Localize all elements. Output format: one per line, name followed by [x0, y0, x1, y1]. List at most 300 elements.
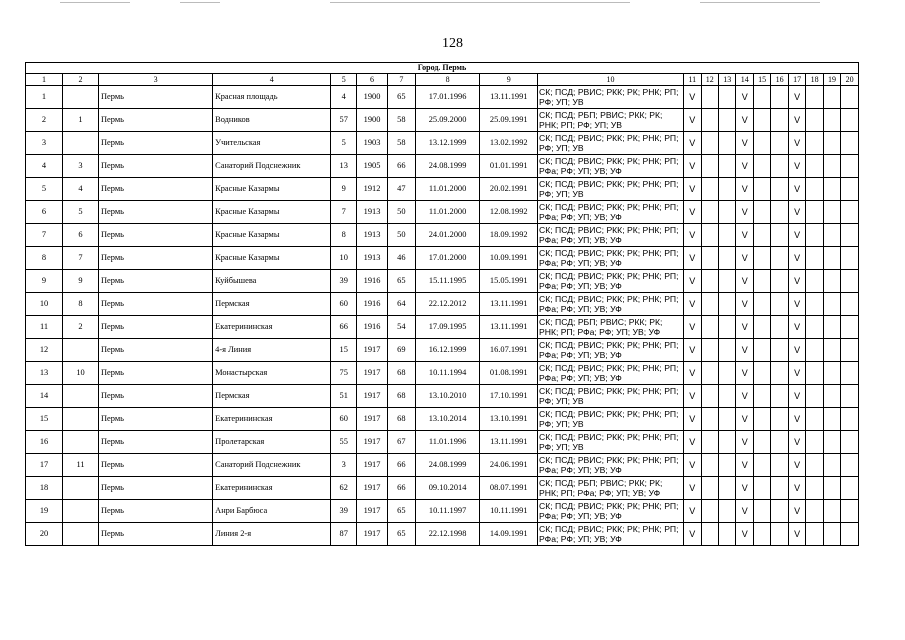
mark-cell-col-16 [771, 178, 788, 201]
mark-cell-col-17: V [788, 247, 805, 270]
mark-cell-col-11: V [684, 224, 701, 247]
mark-cell-col-11: V [684, 477, 701, 500]
date-cell: 14.09.1991 [480, 523, 538, 546]
mark-cell-col-20 [841, 86, 859, 109]
wear-cell: 66 [387, 477, 415, 500]
mark-cell-col-12 [701, 523, 718, 546]
mark-cell-col-16 [771, 155, 788, 178]
city-cell: Пермь [99, 109, 213, 132]
mark-cell-col-11: V [684, 431, 701, 454]
mark-cell-col-16 [771, 477, 788, 500]
city-cell: Пермь [99, 178, 213, 201]
wear-cell: 66 [387, 454, 415, 477]
date-cell: 17.09.1995 [415, 316, 480, 339]
column-number: 15 [753, 74, 770, 86]
top-rule-1 [60, 2, 130, 3]
mark-cell-col-18 [806, 109, 823, 132]
street-cell: Екатерининская [213, 477, 331, 500]
table-row [26, 201, 859, 224]
mark-cell-col-17: V [788, 132, 805, 155]
date-cell: 17.01.2000 [415, 247, 480, 270]
column-number: 3 [99, 74, 213, 86]
wear-cell: 58 [387, 132, 415, 155]
column-number: 12 [701, 74, 718, 86]
mark-cell-col-16 [771, 523, 788, 546]
sub-number: 6 [63, 224, 99, 247]
mark-cell-col-11: V [684, 523, 701, 546]
mark-cell-col-13 [719, 454, 736, 477]
mark-cell-col-13 [719, 201, 736, 224]
date-cell: 25.09.2000 [415, 109, 480, 132]
codes-cell: СК; ПСД; РВИС; РКК; РК; РНК; РП; РФа; РФ; УП; УВ; УФ [538, 293, 684, 316]
mark-cell-col-18 [806, 385, 823, 408]
date-cell: 22.12.1998 [415, 523, 480, 546]
mark-cell-col-20 [841, 362, 859, 385]
top-rule-4 [700, 2, 820, 3]
mark-cell-col-15 [753, 224, 770, 247]
mark-cell-col-20 [841, 408, 859, 431]
mark-cell-col-19 [823, 109, 840, 132]
codes-cell: СК; ПСД; РБП; РВИС; РКК; РК; РНК; РП; РФ; УП; УВ [538, 109, 684, 132]
mark-cell-col-17: V [788, 523, 805, 546]
year-cell: 1917 [357, 454, 388, 477]
row-number: 11 [26, 316, 63, 339]
date-cell: 01.01.1991 [480, 155, 538, 178]
city-cell: Пермь [99, 431, 213, 454]
mark-cell-col-20 [841, 155, 859, 178]
street-cell: Красная площадь [213, 86, 331, 109]
city-cell: Пермь [99, 201, 213, 224]
mark-cell-col-15 [753, 201, 770, 224]
house-cell: 39 [331, 500, 357, 523]
date-cell: 09.10.2014 [415, 477, 480, 500]
mark-cell-col-15 [753, 293, 770, 316]
year-cell: 1916 [357, 270, 388, 293]
sub-number: 8 [63, 293, 99, 316]
mark-cell-col-15 [753, 86, 770, 109]
mark-cell-col-17: V [788, 339, 805, 362]
date-cell: 11.01.1996 [415, 431, 480, 454]
street-cell: Линия 2-я [213, 523, 331, 546]
sub-number [63, 132, 99, 155]
mark-cell-col-20 [841, 132, 859, 155]
house-cell: 87 [331, 523, 357, 546]
mark-cell-col-12 [701, 408, 718, 431]
mark-cell-col-13 [719, 339, 736, 362]
year-cell: 1913 [357, 247, 388, 270]
mark-cell-col-12 [701, 224, 718, 247]
mark-cell-col-15 [753, 431, 770, 454]
city-cell: Пермь [99, 224, 213, 247]
mark-cell-col-13 [719, 247, 736, 270]
year-cell: 1917 [357, 431, 388, 454]
mark-cell-col-18 [806, 86, 823, 109]
year-cell: 1917 [357, 339, 388, 362]
year-cell: 1917 [357, 362, 388, 385]
table-row [26, 339, 859, 362]
mark-cell-col-17: V [788, 362, 805, 385]
mark-cell-col-11: V [684, 454, 701, 477]
row-number: 18 [26, 477, 63, 500]
mark-cell-col-14: V [736, 339, 753, 362]
column-number: 16 [771, 74, 788, 86]
house-cell: 66 [331, 316, 357, 339]
mark-cell-col-15 [753, 247, 770, 270]
city-cell: Пермь [99, 155, 213, 178]
mark-cell-col-13 [719, 431, 736, 454]
sub-number [63, 86, 99, 109]
street-cell: Монастырская [213, 362, 331, 385]
mark-cell-col-15 [753, 155, 770, 178]
table-row [26, 316, 859, 339]
house-cell: 55 [331, 431, 357, 454]
sub-number [63, 385, 99, 408]
year-cell: 1913 [357, 201, 388, 224]
city-cell: Пермь [99, 316, 213, 339]
codes-cell: СК; ПСД; РВИС; РКК; РК; РНК; РП; РФ; УП; УВ [538, 385, 684, 408]
date-cell: 13.10.1991 [480, 408, 538, 431]
row-number: 7 [26, 224, 63, 247]
wear-cell: 65 [387, 500, 415, 523]
row-number: 6 [26, 201, 63, 224]
mark-cell-col-18 [806, 316, 823, 339]
mark-cell-col-19 [823, 408, 840, 431]
mark-cell-col-20 [841, 178, 859, 201]
mark-cell-col-19 [823, 293, 840, 316]
mark-cell-col-11: V [684, 178, 701, 201]
codes-cell: СК; ПСД; РВИС; РКК; РК; РНК; РП; РФа; РФ; УП; УВ; УФ [538, 247, 684, 270]
column-number: 5 [331, 74, 357, 86]
mark-cell-col-11: V [684, 109, 701, 132]
table-body [26, 63, 859, 546]
table-row [26, 86, 859, 109]
year-cell: 1917 [357, 477, 388, 500]
wear-cell: 65 [387, 86, 415, 109]
mark-cell-col-14: V [736, 132, 753, 155]
table-row [26, 500, 859, 523]
city-cell: Пермь [99, 523, 213, 546]
mark-cell-col-18 [806, 408, 823, 431]
mark-cell-col-18 [806, 362, 823, 385]
mark-cell-col-14: V [736, 155, 753, 178]
row-number: 4 [26, 155, 63, 178]
mark-cell-col-13 [719, 109, 736, 132]
mark-cell-col-18 [806, 339, 823, 362]
codes-cell: СК; ПСД; РВИС; РКК; РК; РНК; РП; РФ; УП; УВ [538, 86, 684, 109]
house-cell: 62 [331, 477, 357, 500]
column-number: 1 [26, 74, 63, 86]
mark-cell-col-13 [719, 293, 736, 316]
street-cell: Красные Казармы [213, 201, 331, 224]
mark-cell-col-17: V [788, 408, 805, 431]
mark-cell-col-11: V [684, 362, 701, 385]
mark-cell-col-13 [719, 155, 736, 178]
table-row [26, 408, 859, 431]
mark-cell-col-11: V [684, 385, 701, 408]
mark-cell-col-16 [771, 201, 788, 224]
mark-cell-col-15 [753, 477, 770, 500]
mark-cell-col-14: V [736, 270, 753, 293]
date-cell: 10.11.1994 [415, 362, 480, 385]
date-cell: 13.10.2010 [415, 385, 480, 408]
date-cell: 01.08.1991 [480, 362, 538, 385]
date-cell: 13.12.1999 [415, 132, 480, 155]
city-cell: Пермь [99, 86, 213, 109]
mark-cell-col-18 [806, 431, 823, 454]
mark-cell-col-19 [823, 523, 840, 546]
row-number: 19 [26, 500, 63, 523]
mark-cell-col-11: V [684, 408, 701, 431]
mark-cell-col-19 [823, 155, 840, 178]
column-number: 9 [480, 74, 538, 86]
street-cell: Красные Казармы [213, 224, 331, 247]
mark-cell-col-18 [806, 454, 823, 477]
table-row [26, 293, 859, 316]
sub-number: 5 [63, 201, 99, 224]
mark-cell-col-18 [806, 224, 823, 247]
mark-cell-col-12 [701, 316, 718, 339]
city-cell: Пермь [99, 270, 213, 293]
house-cell: 60 [331, 408, 357, 431]
mark-cell-col-11: V [684, 339, 701, 362]
date-cell: 15.11.1995 [415, 270, 480, 293]
mark-cell-col-19 [823, 385, 840, 408]
mark-cell-col-17: V [788, 155, 805, 178]
street-cell: Анри Барбюса [213, 500, 331, 523]
mark-cell-col-11: V [684, 155, 701, 178]
table-row [26, 132, 859, 155]
row-number: 13 [26, 362, 63, 385]
street-cell: Красные Казармы [213, 178, 331, 201]
mark-cell-col-19 [823, 431, 840, 454]
wear-cell: 64 [387, 293, 415, 316]
sub-number: 2 [63, 316, 99, 339]
year-cell: 1900 [357, 86, 388, 109]
street-cell: Пролетарская [213, 431, 331, 454]
mark-cell-col-19 [823, 339, 840, 362]
mark-cell-col-18 [806, 155, 823, 178]
mark-cell-col-11: V [684, 293, 701, 316]
mark-cell-col-19 [823, 477, 840, 500]
mark-cell-col-18 [806, 270, 823, 293]
mark-cell-col-20 [841, 270, 859, 293]
city-cell: Пермь [99, 477, 213, 500]
mark-cell-col-14: V [736, 109, 753, 132]
mark-cell-col-17: V [788, 477, 805, 500]
mark-cell-col-19 [823, 178, 840, 201]
mark-cell-col-16 [771, 247, 788, 270]
mark-cell-col-17: V [788, 385, 805, 408]
mark-cell-col-13 [719, 316, 736, 339]
sub-number: 9 [63, 270, 99, 293]
date-cell: 12.08.1992 [480, 201, 538, 224]
city-cell: Пермь [99, 293, 213, 316]
column-number: 10 [538, 74, 684, 86]
street-cell: Водников [213, 109, 331, 132]
date-cell: 16.07.1991 [480, 339, 538, 362]
column-number: 13 [719, 74, 736, 86]
year-cell: 1917 [357, 500, 388, 523]
mark-cell-col-15 [753, 454, 770, 477]
mark-cell-col-19 [823, 316, 840, 339]
row-number: 17 [26, 454, 63, 477]
mark-cell-col-20 [841, 500, 859, 523]
city-cell: Пермь [99, 132, 213, 155]
date-cell: 08.07.1991 [480, 477, 538, 500]
house-cell: 15 [331, 339, 357, 362]
mark-cell-col-13 [719, 500, 736, 523]
mark-cell-col-14: V [736, 224, 753, 247]
house-cell: 9 [331, 178, 357, 201]
wear-cell: 47 [387, 178, 415, 201]
row-number: 8 [26, 247, 63, 270]
wear-cell: 66 [387, 155, 415, 178]
sub-number: 3 [63, 155, 99, 178]
mark-cell-col-18 [806, 500, 823, 523]
mark-cell-col-11: V [684, 86, 701, 109]
mark-cell-col-19 [823, 362, 840, 385]
mark-cell-col-12 [701, 270, 718, 293]
mark-cell-col-16 [771, 270, 788, 293]
mark-cell-col-13 [719, 477, 736, 500]
mark-cell-col-16 [771, 500, 788, 523]
house-cell: 60 [331, 293, 357, 316]
date-cell: 13.11.1991 [480, 293, 538, 316]
wear-cell: 69 [387, 339, 415, 362]
mark-cell-col-11: V [684, 270, 701, 293]
mark-cell-col-14: V [736, 477, 753, 500]
mark-cell-col-11: V [684, 316, 701, 339]
mark-cell-col-20 [841, 454, 859, 477]
date-cell: 10.11.1991 [480, 500, 538, 523]
top-rule-2 [180, 2, 220, 3]
table-row [26, 178, 859, 201]
city-cell: Пермь [99, 500, 213, 523]
date-cell: 13.11.1991 [480, 86, 538, 109]
street-cell: Куйбышева [213, 270, 331, 293]
house-cell: 4 [331, 86, 357, 109]
mark-cell-col-14: V [736, 431, 753, 454]
date-cell: 24.08.1999 [415, 454, 480, 477]
column-number: 14 [736, 74, 753, 86]
date-cell: 13.02.1992 [480, 132, 538, 155]
mark-cell-col-20 [841, 201, 859, 224]
table-row [26, 454, 859, 477]
mark-cell-col-13 [719, 178, 736, 201]
mark-cell-col-11: V [684, 201, 701, 224]
codes-cell: СК; ПСД; РВИС; РКК; РК; РНК; РП; РФ; УП; УВ [538, 132, 684, 155]
date-cell: 15.05.1991 [480, 270, 538, 293]
mark-cell-col-13 [719, 362, 736, 385]
row-number: 16 [26, 431, 63, 454]
mark-cell-col-11: V [684, 247, 701, 270]
sub-number [63, 523, 99, 546]
mark-cell-col-20 [841, 477, 859, 500]
house-cell: 57 [331, 109, 357, 132]
mark-cell-col-16 [771, 408, 788, 431]
mark-cell-col-18 [806, 178, 823, 201]
mark-cell-col-17: V [788, 201, 805, 224]
mark-cell-col-18 [806, 247, 823, 270]
mark-cell-col-15 [753, 339, 770, 362]
table-row [26, 431, 859, 454]
house-cell: 75 [331, 362, 357, 385]
mark-cell-col-15 [753, 316, 770, 339]
mark-cell-col-19 [823, 500, 840, 523]
row-number: 2 [26, 109, 63, 132]
codes-cell: СК; ПСД; РБП; РВИС; РКК; РК; РНК; РП; РФа; РФ; УП; УВ; УФ [538, 316, 684, 339]
year-cell: 1912 [357, 178, 388, 201]
mark-cell-col-18 [806, 477, 823, 500]
date-cell: 11.01.2000 [415, 201, 480, 224]
mark-cell-col-12 [701, 431, 718, 454]
mark-cell-col-14: V [736, 523, 753, 546]
mark-cell-col-15 [753, 523, 770, 546]
codes-cell: СК; ПСД; РВИС; РКК; РК; РНК; РП; РФа; РФ; УП; УВ; УФ [538, 362, 684, 385]
mark-cell-col-12 [701, 109, 718, 132]
mark-cell-col-15 [753, 500, 770, 523]
mark-cell-col-14: V [736, 247, 753, 270]
mark-cell-col-15 [753, 408, 770, 431]
sub-number [63, 431, 99, 454]
mark-cell-col-12 [701, 454, 718, 477]
house-cell: 5 [331, 132, 357, 155]
codes-cell: СК; ПСД; РВИС; РКК; РК; РНК; РП; РФа; РФ; УП; УВ; УФ [538, 523, 684, 546]
street-cell: Санаторий Подснежник [213, 454, 331, 477]
codes-cell: СК; ПСД; РВИС; РКК; РК; РНК; РП; РФа; РФ; УП; УВ; УФ [538, 339, 684, 362]
mark-cell-col-16 [771, 431, 788, 454]
mark-cell-col-20 [841, 316, 859, 339]
wear-cell: 50 [387, 201, 415, 224]
mark-cell-col-19 [823, 454, 840, 477]
city-cell: Пермь [99, 408, 213, 431]
year-cell: 1900 [357, 109, 388, 132]
mark-cell-col-17: V [788, 270, 805, 293]
mark-cell-col-16 [771, 454, 788, 477]
house-cell: 51 [331, 385, 357, 408]
wear-cell: 68 [387, 362, 415, 385]
mark-cell-col-12 [701, 385, 718, 408]
mark-cell-col-14: V [736, 408, 753, 431]
mark-cell-col-12 [701, 293, 718, 316]
mark-cell-col-20 [841, 109, 859, 132]
mark-cell-col-14: V [736, 454, 753, 477]
column-number: 17 [788, 74, 805, 86]
table-row [26, 523, 859, 546]
table-row [26, 270, 859, 293]
mark-cell-col-20 [841, 293, 859, 316]
row-number: 3 [26, 132, 63, 155]
sub-number [63, 477, 99, 500]
year-cell: 1916 [357, 316, 388, 339]
street-cell: 4-я Линия [213, 339, 331, 362]
mark-cell-col-12 [701, 178, 718, 201]
year-cell: 1917 [357, 385, 388, 408]
street-cell: Красные Казармы [213, 247, 331, 270]
mark-cell-col-12 [701, 86, 718, 109]
column-number-row [26, 74, 859, 86]
city-cell: Пермь [99, 362, 213, 385]
mark-cell-col-11: V [684, 500, 701, 523]
row-number: 5 [26, 178, 63, 201]
street-cell: Пермская [213, 293, 331, 316]
mark-cell-col-12 [701, 339, 718, 362]
date-cell: 18.09.1992 [480, 224, 538, 247]
mark-cell-col-19 [823, 270, 840, 293]
date-cell: 10.09.1991 [480, 247, 538, 270]
date-cell: 24.06.1991 [480, 454, 538, 477]
year-cell: 1917 [357, 408, 388, 431]
